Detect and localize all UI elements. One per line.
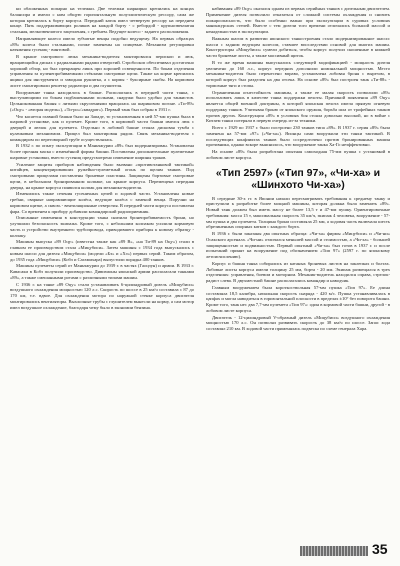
page-number: 35 — [372, 541, 388, 557]
paragraph: В то же время машины выпускались следующей модификацией - мощность дизеля увеличено до 160 л.с., корпус передних дополнили номинальной мощностью. Место механика-водителя было перенесено вправо, установлена лобовая броня с вырезом, в которой корпус был разделен на два отсека. На основе «89» был построен танк «Ти-88» - тормозные тяги и стопы. — [206, 59, 390, 88]
right-column — [206, 6, 390, 544]
footer-decoration — [300, 546, 368, 556]
paragraph: Машины выпуска «89 Оцу» (известна также как «89 В», «на Ти-89 на Оцу») стали в главном ее производством стала «Мицубиси». Затем машины с 1934 года выпускались с новым шасси для дизеля «Мицубиси» (модели «Бэ» и «Хэ») первых серий. Таким образом, до 1935 года «Мицубиси» (Кобэ и Сагамихара) выпустили порядка 400 танков. — [10, 239, 194, 262]
paragraph: В 1936 г. были заказаны два опытных образца: «Чи-ха» фирмы «Мицубиси» и «Чи-ни» Осакского арсенала. «Чи-ни» отличался меньшей массой и стоимостью, а «Чи-ха» - большей защищенностью и подвижностью. Первый опытный «Чи-ха» был готов в 1937 г. и после испытаний принят на вооружение под обозначением «Тип 97» (2597 г. по японскому летоисчислению). — [206, 231, 390, 259]
paragraph: В крыше смотрового люка механика-водителя монтировался перископ и люк, вращающийся дисках с радиальными рядами отверстий. Стробоскоп обеспечивал достаточно хороший обзор, но был прекращен лишь при хорошей освещенности. По бокам отделения управления за пуленепробиваемыми стёклами смотровые щели. Также на корме крепились ящики для инструмента и заводная рукоятка, а с кормы - буксирные скобы. На кормовом листе смонтировали решетку радиатора и два глушителя. — [10, 54, 194, 88]
paragraph: Важным шагом в развитии японского танкостроения стало модернизированное шасси: шасси с задним ведущим колесом, ставшее впоследствии основой для многих машин. Конструкторы «Мицубиси» сумели добиться, чтобы корпус получил скошенные в нижней части броневые листы, а также массивный щиток. — [206, 35, 390, 58]
paragraph: Направляющее колесо имело зубчатые венцы подобно ведущему. На первых образцах «89» колеса были стальными, позже заменены на спицевые. Механизм регулировки натяжения гусениц - винтовой. — [10, 35, 194, 53]
section-heading: «Тип 2597» («Тип 97», «Чи-ха» и «Шинхото Чи-ха») — [215, 166, 381, 191]
paragraph: На основе «89» была разработана опытная самоходная 75-мм пушка с установкой в лобовом листе корпуса. — [206, 149, 390, 160]
paragraph: Корпус и башня танка собирались из катаных броневых листов на заклепках и болтах. Лобовые листы корпуса имели толщину 25 мм, борта - 20 мм. Экипаж размещался в трех отделениях: управления, боевом и моторном. Механик-водитель находился справа, стрелок-радист слева. В двухместной башне располагались командир и наводчик. — [206, 260, 390, 283]
paragraph: Вооружение танка находилось в башне. Располагаясь в передней части танка, с выступающими по бокам подбашенными полками, снаружи было удобно для танкистов. Цельнокованная башня с литыми скруглениями вращалась на шариковом погоне. «Ти-89» («Оцу» - «вторая модель»), «Ти-ро»/«квадрат»). Первый танк был собран в 1931 г. — [10, 89, 194, 112]
paragraph: С 1936 г. на танке «89 Оцу» стали устанавливать 6-цилиндровый дизель «Мицубиси» воздушного охлаждения мощностью 120 л.с. Скорость по шоссе в 25 км/ч составила с 87 до 170 км, т.е. вдвое. Для охлаждения мотора по наружной стенке корпуса двигателя монтировались вентиляторы. Выхлопные трубы с глушителем вынесли на корму, а сам мотор имел воздушное охлаждение, благодаря чему было в экономии бензина. — [10, 281, 194, 310]
paragraph: Изменились также сечения гусеничных цепей и ходовой части. Установлены новые гребни, сварные направляющие колёса, ведущие колёса с заменой венца. Поручни на кормовом щитке, а сквозь - вентиляционные отверстия. В передней части корпуса поставлена фара. Со временем к прибору добавили командирский радиоприемник. — [10, 191, 194, 214]
magazine-page — [10, 6, 390, 544]
paragraph: Описанные изменения в конструкции танка снизили бронепробиваемость брони, но улучшили безопасность экипажа. Кроме того, с небольшим колпаком усилили кормовую часть и устройство внутреннего трубопровода, приводившего приборы к новому образцу - колпаку. — [10, 215, 194, 238]
paragraph: Усиление защиты приборов наблюдения было вызвано «противотанковой тактикой» китайцев, концентрировавших ружейно-пулеметный огонь по щелям танков. Под смотровыми прицелами поставлены броневые пластины. Защищены бортовые смотровые щели, в небольшом бронированном колпаке, на крыше корпуса. Перемещена передняя дверца, на крыше корпуса появился колпак для механика-водителя. — [10, 161, 194, 190]
paragraph: Главным вооружением была короткоствольная 57-мм пушка «Тип 97». Ее длина составляла 18,5 калибра, начальная скорость снаряда - 420 м/с. Пушка устанавливалась в цапфах и могла наводиться в горизонтальной плоскости в пределах ±10° без поворота башни. Кроме того, танк нес два 7,7-мм пулемета «Тип 97»: один в кормовой части башни, другой - в лобовом листе корпуса. — [206, 284, 390, 313]
paragraph: Двигатель - 12-цилиндровый V-образный дизель «Мицубиси» воздушного охлаждения мощностью 170 л.с. Он позволял развивать скорость до 38 км/ч по шоссе. Запас хода составлял 210 км. В ходовой части применялась подвеска по схеме генерала Хара. — [206, 314, 390, 331]
paragraph: Ограниченная огнестойкость машины, а также ее малая скорость позволили «89» использовать лишь в качестве танка поддержки пехоты. Причиной появления «89 Оцу» является общей военной доктрины, в которой японская пехота имела прямую огневую поддержку танков. Учитывая броню от японского оружия, борьба шла от трофейных танков против других. Конструкция «89» в условиях боя стояла довольно высокой, но в войне с Китаем танки потеряли в первую очередь из-за техники. — [206, 89, 390, 124]
paragraph: В середине 30-х гг. в Японии начали пересматривать требования к среднему танку и приступили к разработке более мощной машины, которая должна была заменить «89». Новый танк должен был иметь массу не более 13,5 т и 47-мм пушку. Ориентировочные требования: масса 15 т, максимальная скорость 35 км/ч, экипаж 4 человека, вооружение - 57-мм пушка и два пулемета. Толщина брони составляла 25 мм, а ходовая часть включала шесть обрезиненных опорных катков с каждого борта. — [206, 195, 390, 230]
left-column — [10, 6, 194, 544]
paragraph: набивания «89 Оцу» оказался одним из первых серийных танков с дизельным двигателем. Применение дизеля позволило отказаться от сложной системы охлаждения и снизить пожароопасность, что было особенно важно при эксплуатации в суровых условиях маньчжурских степей. Вместе с тем дизели того времени отличались большой массой и ненадежностью в эксплуатации. — [206, 6, 390, 34]
paragraph: Машины пулеметы серий от Маньчжурии до 1939 г. в частях (Гаоцзун) и армии. В 1933 г. Кавасаки в Кобэ получили производство. Дивизионы японской армии располагали танками «89», а также смешанными ротами с различными типами машин. — [10, 263, 194, 280]
paragraph: ки обложенных попарно на тележки. Две тележки шарнирно крепились на концах балансира и имели с ним общую горизонтальную полуэлиптическую рессору, сама же которая крепилась к борту корпуса. Передний каток имел четвертую рессору на переднем конце. Пять поддерживающих роликов на каждой борту - с ребордой - крупнозвенчатая стальная, мелкозвенчатого зацепления, с гребнем. Ведущее колесо - заднего расположения. — [10, 6, 194, 34]
paragraph: Что касается главной башни было на Западе, то установленная в ней 57-мм пушка была в шаровой установке, как и пулемет. Кроме того, в кормовой части башни имелся люк с дверцей и лючок для пулемета. Отдельно в лобовой башне стояла дисковая тумба с кулачковым механизмом. Прицел был монтирован рядом. Связь механика-водителя с командиром по переговорной трубе осуществлялась. — [10, 113, 194, 142]
paragraph: Всего с 1929 по 1937 г. было построено 230 танков типа «89». В 1937 г. серия «89» была заменена на 57-мм «97» («Чи-ха»). Японцы сами вооружили эти танки тактикой. В последующих конфликтах танков было сосредоточено против бронированных машин противника, однако вскоре выяснилось, что вооружение танка Ха-Го неэффективно. — [206, 125, 390, 148]
paragraph: В 1932 г. по опыту эксплуатации в Маньчжурии «89» был модернизирован. Установлена более прочная маска с изменённой формы башни. Поставлены дополнительные пулеметные шаровые установки, вместо гусениц предусмотрено изменение ширины траков. — [10, 143, 194, 160]
